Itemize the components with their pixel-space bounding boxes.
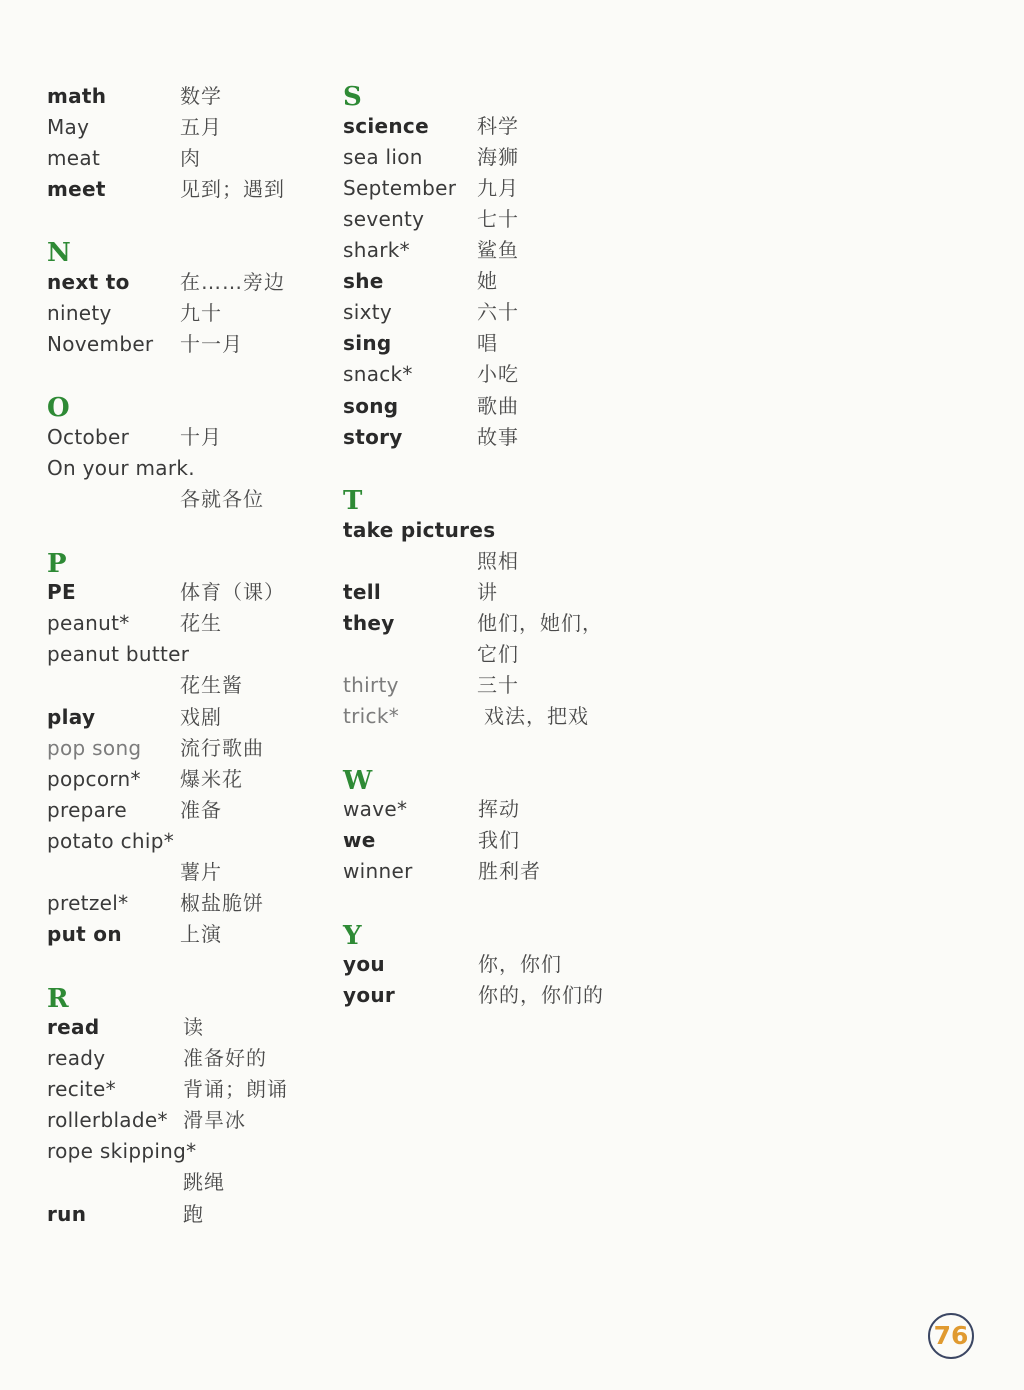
english-word: put on xyxy=(47,922,122,946)
chinese-meaning: 九十 xyxy=(180,301,222,325)
chinese-meaning: 跳绳 xyxy=(183,1170,225,1194)
english-word: trick* xyxy=(343,704,399,728)
english-word: pretzel* xyxy=(47,891,129,915)
english-word: read xyxy=(47,1015,100,1039)
chinese-meaning: 戏剧 xyxy=(180,705,222,729)
english-word: snack* xyxy=(343,362,413,386)
chinese-meaning: 各就各位 xyxy=(180,487,264,511)
chinese-meaning: 滑旱冰 xyxy=(183,1108,246,1132)
english-word: October xyxy=(47,425,130,449)
chinese-meaning: 花生酱 xyxy=(180,673,243,697)
english-word: pop song xyxy=(47,736,142,760)
chinese-meaning: 故事 xyxy=(477,425,519,449)
letter-heading: T xyxy=(343,486,363,516)
chinese-meaning: 三十 xyxy=(477,673,519,697)
chinese-meaning: 上演 xyxy=(180,922,222,946)
english-word: prepare xyxy=(47,798,127,822)
english-word: shark* xyxy=(343,238,410,262)
english-word: rollerblade* xyxy=(47,1108,168,1132)
letter-heading: S xyxy=(343,82,362,112)
letter-heading: O xyxy=(47,393,70,423)
chinese-meaning: 你，你们 xyxy=(478,952,562,976)
chinese-meaning: 九月 xyxy=(477,176,519,200)
english-word: math xyxy=(47,84,107,108)
english-word: wave* xyxy=(343,797,408,821)
english-word: peanut butter xyxy=(47,642,190,666)
chinese-meaning: 我们 xyxy=(478,828,520,852)
english-word: story xyxy=(343,425,403,449)
chinese-meaning: 薯片 xyxy=(180,860,222,884)
chinese-meaning: 她 xyxy=(477,269,498,293)
chinese-meaning: 七十 xyxy=(477,207,519,231)
chinese-meaning: 六十 xyxy=(477,300,519,324)
chinese-meaning: 科学 xyxy=(477,114,519,138)
chinese-meaning: 跑 xyxy=(183,1202,204,1226)
chinese-meaning: 歌曲 xyxy=(477,394,519,418)
letter-heading: N xyxy=(47,238,71,268)
chinese-meaning: 准备 xyxy=(180,798,222,822)
chinese-meaning: 挥动 xyxy=(478,797,520,821)
chinese-meaning: 五月 xyxy=(180,115,222,139)
english-word: September xyxy=(343,176,457,200)
english-word: rope skipping* xyxy=(47,1139,197,1163)
english-word: song xyxy=(343,394,399,418)
chinese-meaning: 见到；遇到 xyxy=(180,177,285,201)
chinese-meaning: 小吃 xyxy=(477,362,519,386)
chinese-meaning: 花生 xyxy=(180,611,222,635)
chinese-meaning: 它们 xyxy=(477,642,519,666)
chinese-meaning: 鲨鱼 xyxy=(477,238,519,262)
english-word: tell xyxy=(343,580,382,604)
chinese-meaning: 在……旁边 xyxy=(180,270,285,294)
english-word: ninety xyxy=(47,301,112,325)
chinese-meaning: 肉 xyxy=(180,146,201,170)
chinese-meaning: 唱 xyxy=(477,331,498,355)
english-word: May xyxy=(47,115,90,139)
chinese-meaning: 照相 xyxy=(477,549,519,573)
letter-heading: P xyxy=(47,549,67,579)
page-number: 76 xyxy=(928,1313,974,1359)
chinese-meaning: 讲 xyxy=(477,580,498,604)
english-word: she xyxy=(343,269,384,293)
chinese-meaning: 海狮 xyxy=(477,145,519,169)
english-word: science xyxy=(343,114,429,138)
chinese-meaning: 数学 xyxy=(180,84,222,108)
chinese-meaning: 爆米花 xyxy=(180,767,243,791)
english-word: your xyxy=(343,983,396,1007)
chinese-meaning: 胜利者 xyxy=(478,859,541,883)
english-word: they xyxy=(343,611,395,635)
chinese-meaning: 准备好的 xyxy=(183,1046,267,1070)
english-word: take pictures xyxy=(343,518,496,542)
english-word: sea lion xyxy=(343,145,423,169)
english-word: popcorn* xyxy=(47,767,141,791)
english-word: next to xyxy=(47,270,130,294)
vocabulary-column-left xyxy=(47,0,347,1390)
chinese-meaning: 他们，她们， xyxy=(477,611,603,635)
letter-heading: Y xyxy=(343,921,362,951)
english-word: meat xyxy=(47,146,101,170)
english-word: recite* xyxy=(47,1077,116,1101)
english-word: we xyxy=(343,828,376,852)
english-word: you xyxy=(343,952,385,976)
english-word: sing xyxy=(343,331,392,355)
chinese-meaning: 背诵；朗诵 xyxy=(183,1077,288,1101)
english-word: meet xyxy=(47,177,106,201)
english-word: run xyxy=(47,1202,87,1226)
chinese-meaning: 十月 xyxy=(180,425,222,449)
letter-heading: R xyxy=(47,984,69,1014)
english-word: sixty xyxy=(343,300,392,324)
english-word: ready xyxy=(47,1046,106,1070)
chinese-meaning: 十一月 xyxy=(180,332,243,356)
english-word: winner xyxy=(343,859,413,883)
chinese-meaning: 椒盐脆饼 xyxy=(180,891,264,915)
chinese-meaning: 你的，你们的 xyxy=(478,983,604,1007)
english-word: play xyxy=(47,705,96,729)
letter-heading: W xyxy=(343,766,373,796)
chinese-meaning: 戏法，把戏 xyxy=(484,704,589,728)
english-word: potato chip* xyxy=(47,829,174,853)
chinese-meaning: 体育（课） xyxy=(180,580,285,604)
english-word: thirty xyxy=(343,673,399,697)
vocabulary-column-right xyxy=(343,0,643,1390)
english-word: PE xyxy=(47,580,76,604)
english-word: On your mark. xyxy=(47,456,195,480)
chinese-meaning: 读 xyxy=(183,1015,204,1039)
english-word: seventy xyxy=(343,207,425,231)
chinese-meaning: 流行歌曲 xyxy=(180,736,264,760)
english-word: November xyxy=(47,332,154,356)
english-word: peanut* xyxy=(47,611,130,635)
